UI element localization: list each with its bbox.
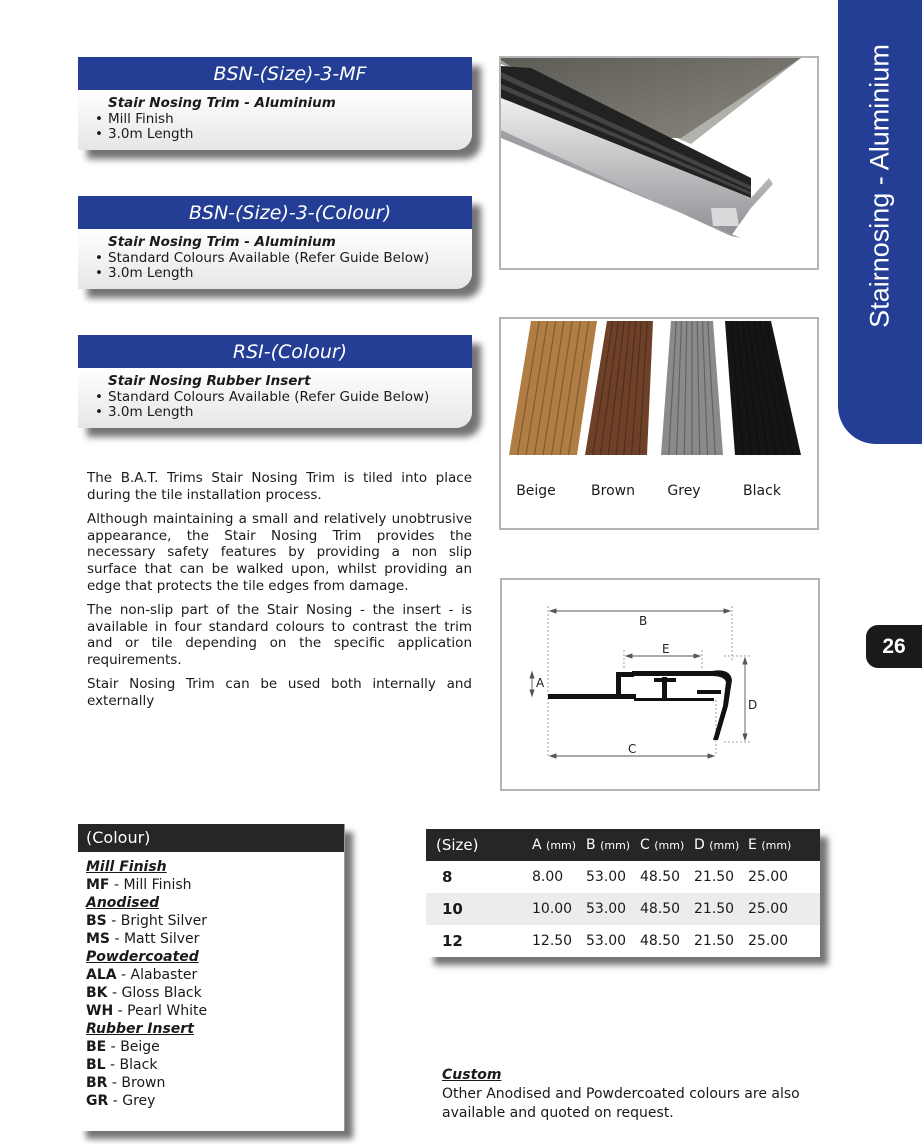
label-b: B bbox=[639, 614, 648, 628]
colour-item: MS - Matt Silver bbox=[86, 931, 200, 947]
card-bullet: • 3.0m Length bbox=[87, 127, 472, 142]
card-code: RSI-(Colour) bbox=[78, 335, 472, 368]
header-d: D (mm) bbox=[694, 837, 740, 853]
header-c: C (mm) bbox=[640, 837, 685, 853]
colour-item: ALA - Alabaster bbox=[86, 967, 198, 983]
swatch-label-beige: Beige bbox=[516, 483, 556, 499]
colour-item: BL - Black bbox=[86, 1057, 158, 1073]
label-a: A bbox=[536, 676, 545, 690]
label-d: D bbox=[748, 698, 758, 712]
product-card-colour bbox=[78, 196, 472, 289]
colour-item: GR - Grey bbox=[86, 1093, 156, 1109]
custom-title: Custom bbox=[442, 1067, 502, 1083]
stair-nosing-photo bbox=[501, 58, 817, 268]
colour-guide bbox=[78, 824, 345, 1131]
colour-group-title: Mill Finish bbox=[86, 859, 167, 875]
description bbox=[87, 470, 472, 717]
product-card-insert bbox=[78, 335, 472, 428]
size-table bbox=[426, 829, 820, 957]
profile-diagram bbox=[500, 578, 820, 791]
colour-guide-title: (Colour) bbox=[78, 824, 344, 852]
product-card-mf bbox=[78, 57, 472, 150]
size-table-body bbox=[426, 861, 820, 957]
card-bullet: • Standard Colours Available (Refer Guide Below) bbox=[87, 251, 472, 266]
paragraph: The B.A.T. Trims Stair Nosing Trim is tiled into place during the tile installation process. bbox=[87, 470, 472, 503]
paragraph: Stair Nosing Trim can be used both internally and externally bbox=[87, 676, 472, 709]
size-table-header bbox=[426, 829, 820, 861]
colour-item: BS - Bright Silver bbox=[86, 913, 207, 929]
insert-swatches bbox=[501, 319, 817, 469]
colour-group-title: Powdercoated bbox=[86, 949, 199, 965]
paragraph: The non-slip part of the Stair Nosing - the insert - is available in four standard colours to contrast the trim and or tile depending on the specific application requirements. bbox=[87, 601, 472, 669]
colour-item: MF - Mill Finish bbox=[86, 877, 192, 893]
table-row: 8 8.00 53.00 48.50 21.50 25.00 bbox=[426, 861, 820, 893]
paragraph: Although maintaining a small and relatively unobtrusive appearance, the Stair Nosing Trim provides the necessary safety features by providing a non slip surface that can be walked upon, whilst providing an edge that protects the tile edges from damage. bbox=[87, 510, 472, 594]
header-e: E (mm) bbox=[748, 837, 792, 853]
product-photo bbox=[499, 56, 819, 270]
colour-group-title: Rubber Insert bbox=[86, 1021, 194, 1037]
header-size: (Size) bbox=[436, 836, 479, 854]
card-subtitle: Stair Nosing Trim - Aluminium bbox=[108, 234, 336, 250]
card-bullet: • Mill Finish bbox=[87, 112, 472, 127]
colour-item: BR - Brown bbox=[86, 1075, 166, 1091]
header-a: A (mm) bbox=[532, 837, 577, 853]
header-b: B (mm) bbox=[586, 837, 631, 853]
card-bullet: • Standard Colours Available (Refer Guide Below) bbox=[87, 390, 472, 405]
colour-item: WH - Pearl White bbox=[86, 1003, 208, 1019]
card-subtitle: Stair Nosing Trim - Aluminium bbox=[108, 95, 336, 111]
swatch-label-black: Black bbox=[743, 483, 781, 499]
table-row: 10 10.00 53.00 48.50 21.50 25.00 bbox=[426, 893, 820, 925]
table-row: 12 12.50 53.00 48.50 21.50 25.00 bbox=[426, 925, 820, 957]
card-subtitle: Stair Nosing Rubber Insert bbox=[108, 373, 311, 389]
card-bullet: • 3.0m Length bbox=[87, 266, 472, 281]
custom-note bbox=[442, 1066, 802, 1123]
swatch-label-brown: Brown bbox=[591, 483, 635, 499]
card-code: BSN-(Size)-3-(Colour) bbox=[78, 196, 472, 229]
insert-swatch-panel bbox=[499, 317, 819, 530]
side-tab-title: Stairnosing - Aluminium bbox=[864, 44, 895, 328]
label-c: C bbox=[628, 742, 637, 756]
card-bullet: • 3.0m Length bbox=[87, 405, 472, 420]
colour-group-title: Anodised bbox=[86, 895, 160, 911]
colour-item: BK - Gloss Black bbox=[86, 985, 202, 1001]
page-number: 26 bbox=[866, 625, 922, 668]
label-e: E bbox=[662, 642, 670, 656]
swatch-label-grey: Grey bbox=[667, 483, 701, 499]
dimension-diagram bbox=[502, 580, 818, 789]
colour-item: BE - Beige bbox=[86, 1039, 160, 1055]
card-code: BSN-(Size)-3-MF bbox=[78, 57, 472, 90]
custom-text: Other Anodised and Powdercoated colours are also available and quoted on request. bbox=[442, 1086, 800, 1121]
